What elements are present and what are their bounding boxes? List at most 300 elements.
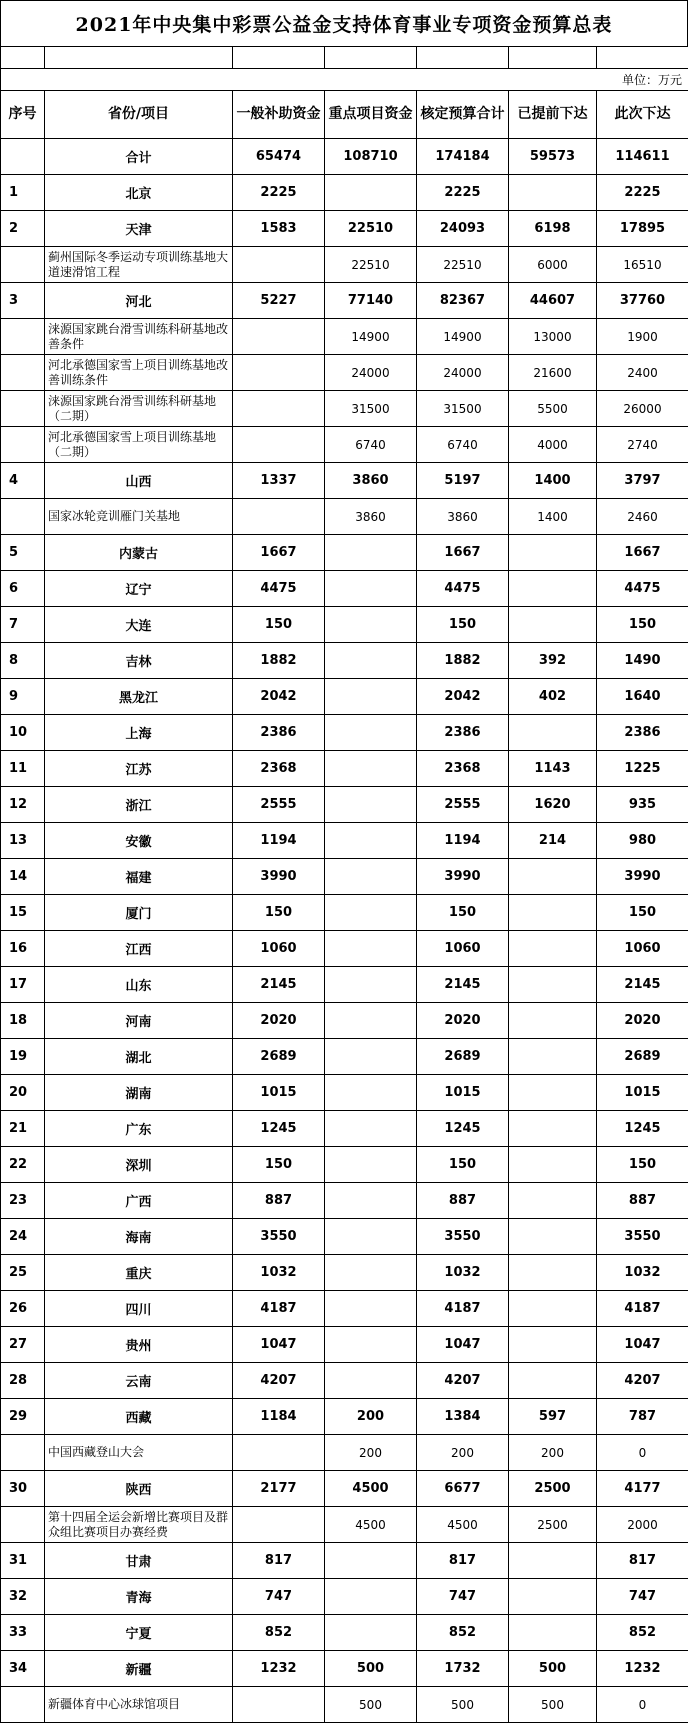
cell-general[interactable]: 1015: [233, 1075, 325, 1111]
cell-key[interactable]: [325, 175, 417, 211]
cell-advance[interactable]: [509, 1075, 597, 1111]
cell-key[interactable]: [325, 535, 417, 571]
cell-advance[interactable]: [509, 1147, 597, 1183]
cell-key[interactable]: [325, 1219, 417, 1255]
cell-approved[interactable]: 6740: [417, 427, 509, 463]
cell-empty[interactable]: [417, 47, 509, 69]
cell-current[interactable]: 935: [597, 787, 688, 823]
cell-key[interactable]: [325, 1183, 417, 1219]
cell-advance[interactable]: [509, 1219, 597, 1255]
header-seq[interactable]: 序号: [1, 91, 45, 139]
cell-seq[interactable]: 7: [1, 607, 45, 643]
cell-key[interactable]: [325, 931, 417, 967]
cell-approved[interactable]: 150: [417, 1147, 509, 1183]
cell-current[interactable]: 2000: [597, 1507, 688, 1543]
cell-advance[interactable]: [509, 1003, 597, 1039]
cell-name[interactable]: 北京: [45, 175, 233, 211]
cell-approved[interactable]: 747: [417, 1579, 509, 1615]
cell-seq[interactable]: 4: [1, 463, 45, 499]
cell-key[interactable]: [325, 1255, 417, 1291]
cell-key[interactable]: [325, 643, 417, 679]
cell-advance[interactable]: [509, 175, 597, 211]
cell-current[interactable]: 787: [597, 1399, 688, 1435]
cell-advance[interactable]: [509, 715, 597, 751]
cell-name[interactable]: 山西: [45, 463, 233, 499]
cell-seq[interactable]: [1, 1687, 45, 1723]
cell-current[interactable]: 0: [597, 1687, 688, 1723]
cell-name[interactable]: 中国西藏登山大会: [45, 1435, 233, 1471]
cell-name[interactable]: 陕西: [45, 1471, 233, 1507]
cell-general[interactable]: 150: [233, 607, 325, 643]
cell-key[interactable]: 24000: [325, 355, 417, 391]
cell-key[interactable]: 500: [325, 1687, 417, 1723]
cell-seq[interactable]: [1, 499, 45, 535]
cell-current[interactable]: 4177: [597, 1471, 688, 1507]
cell-current[interactable]: 150: [597, 1147, 688, 1183]
cell-current[interactable]: 1245: [597, 1111, 688, 1147]
cell-approved[interactable]: 2042: [417, 679, 509, 715]
cell-general[interactable]: 3550: [233, 1219, 325, 1255]
cell-advance[interactable]: [509, 859, 597, 895]
header-name[interactable]: 省份/项目: [45, 91, 233, 139]
cell-seq[interactable]: [1, 139, 45, 175]
cell-current[interactable]: 1667: [597, 535, 688, 571]
cell-approved[interactable]: 1732: [417, 1651, 509, 1687]
cell-key[interactable]: [325, 1111, 417, 1147]
cell-advance[interactable]: 597: [509, 1399, 597, 1435]
cell-name[interactable]: 河南: [45, 1003, 233, 1039]
cell-seq[interactable]: 1: [1, 175, 45, 211]
cell-key[interactable]: [325, 1327, 417, 1363]
header-advance[interactable]: 已提前下达: [509, 91, 597, 139]
cell-name[interactable]: 云南: [45, 1363, 233, 1399]
cell-seq[interactable]: [1, 247, 45, 283]
cell-approved[interactable]: 1882: [417, 643, 509, 679]
cell-seq[interactable]: 20: [1, 1075, 45, 1111]
cell-approved[interactable]: 14900: [417, 319, 509, 355]
cell-empty[interactable]: [509, 47, 597, 69]
cell-key[interactable]: [325, 679, 417, 715]
cell-key[interactable]: [325, 751, 417, 787]
cell-general[interactable]: 1047: [233, 1327, 325, 1363]
cell-current[interactable]: 1032: [597, 1255, 688, 1291]
cell-general[interactable]: 747: [233, 1579, 325, 1615]
cell-advance[interactable]: [509, 1039, 597, 1075]
cell-name[interactable]: 新疆体育中心冰球馆项目: [45, 1687, 233, 1723]
cell-approved[interactable]: 1032: [417, 1255, 509, 1291]
cell-current[interactable]: 3550: [597, 1219, 688, 1255]
cell-approved[interactable]: 4207: [417, 1363, 509, 1399]
cell-current[interactable]: 4475: [597, 571, 688, 607]
cell-approved[interactable]: 1060: [417, 931, 509, 967]
cell-current[interactable]: 852: [597, 1615, 688, 1651]
header-general[interactable]: 一般补助资金: [233, 91, 325, 139]
cell-current[interactable]: 3797: [597, 463, 688, 499]
cell-empty[interactable]: [325, 47, 417, 69]
cell-general[interactable]: 1060: [233, 931, 325, 967]
cell-current[interactable]: 0: [597, 1435, 688, 1471]
cell-approved[interactable]: 1194: [417, 823, 509, 859]
cell-current[interactable]: 747: [597, 1579, 688, 1615]
cell-name[interactable]: 河北: [45, 283, 233, 319]
cell-general[interactable]: 1245: [233, 1111, 325, 1147]
cell-approved[interactable]: 2368: [417, 751, 509, 787]
cell-approved[interactable]: 6677: [417, 1471, 509, 1507]
cell-seq[interactable]: 30: [1, 1471, 45, 1507]
cell-advance[interactable]: [509, 967, 597, 1003]
cell-general[interactable]: 2368: [233, 751, 325, 787]
cell-key[interactable]: 3860: [325, 463, 417, 499]
cell-approved[interactable]: 500: [417, 1687, 509, 1723]
cell-approved[interactable]: 887: [417, 1183, 509, 1219]
cell-name[interactable]: 安徽: [45, 823, 233, 859]
cell-seq[interactable]: 9: [1, 679, 45, 715]
cell-name[interactable]: 甘肃: [45, 1543, 233, 1579]
cell-approved[interactable]: 852: [417, 1615, 509, 1651]
cell-name[interactable]: 贵州: [45, 1327, 233, 1363]
cell-general[interactable]: 817: [233, 1543, 325, 1579]
cell-current[interactable]: 2460: [597, 499, 688, 535]
cell-name[interactable]: 重庆: [45, 1255, 233, 1291]
cell-current[interactable]: 150: [597, 895, 688, 931]
cell-name[interactable]: 江西: [45, 931, 233, 967]
cell-name[interactable]: 新疆: [45, 1651, 233, 1687]
cell-key[interactable]: [325, 859, 417, 895]
cell-name[interactable]: 内蒙古: [45, 535, 233, 571]
cell-general[interactable]: 4207: [233, 1363, 325, 1399]
cell-seq[interactable]: 18: [1, 1003, 45, 1039]
cell-current[interactable]: 1047: [597, 1327, 688, 1363]
cell-current[interactable]: 4187: [597, 1291, 688, 1327]
cell-seq[interactable]: 28: [1, 1363, 45, 1399]
header-current[interactable]: 此次下达: [597, 91, 688, 139]
cell-key[interactable]: 77140: [325, 283, 417, 319]
cell-seq[interactable]: 15: [1, 895, 45, 931]
cell-key[interactable]: 4500: [325, 1507, 417, 1543]
cell-key[interactable]: [325, 1003, 417, 1039]
cell-name[interactable]: 涞源国家跳台滑雪训练科研基地改善条件: [45, 319, 233, 355]
cell-name[interactable]: 第十四届全运会新增比赛项目及群众组比赛项目办赛经费: [45, 1507, 233, 1543]
cell-advance[interactable]: 6000: [509, 247, 597, 283]
cell-seq[interactable]: [1, 1507, 45, 1543]
cell-approved[interactable]: 24093: [417, 211, 509, 247]
cell-current[interactable]: 37760: [597, 283, 688, 319]
cell-advance[interactable]: 2500: [509, 1507, 597, 1543]
cell-approved[interactable]: 150: [417, 607, 509, 643]
cell-seq[interactable]: 27: [1, 1327, 45, 1363]
cell-approved[interactable]: 2555: [417, 787, 509, 823]
cell-advance[interactable]: [509, 1543, 597, 1579]
cell-key[interactable]: [325, 1615, 417, 1651]
cell-approved[interactable]: 200: [417, 1435, 509, 1471]
cell-general[interactable]: [233, 1435, 325, 1471]
cell-key[interactable]: [325, 1579, 417, 1615]
cell-seq[interactable]: 19: [1, 1039, 45, 1075]
cell-approved[interactable]: 4187: [417, 1291, 509, 1327]
cell-current[interactable]: 16510: [597, 247, 688, 283]
cell-current[interactable]: 2020: [597, 1003, 688, 1039]
cell-approved[interactable]: 174184: [417, 139, 509, 175]
cell-current[interactable]: 17895: [597, 211, 688, 247]
cell-key[interactable]: 500: [325, 1651, 417, 1687]
cell-current[interactable]: 887: [597, 1183, 688, 1219]
cell-general[interactable]: 1337: [233, 463, 325, 499]
cell-advance[interactable]: 1400: [509, 499, 597, 535]
cell-approved[interactable]: 1384: [417, 1399, 509, 1435]
cell-name[interactable]: 青海: [45, 1579, 233, 1615]
cell-seq[interactable]: 25: [1, 1255, 45, 1291]
cell-name[interactable]: 河北承德国家雪上项目训练基地改善训练条件: [45, 355, 233, 391]
cell-general[interactable]: 2689: [233, 1039, 325, 1075]
cell-key[interactable]: [325, 607, 417, 643]
cell-key[interactable]: [325, 1291, 417, 1327]
cell-general[interactable]: [233, 1687, 325, 1723]
cell-name[interactable]: 国家冰轮竞训雁门关基地: [45, 499, 233, 535]
cell-general[interactable]: [233, 319, 325, 355]
cell-current[interactable]: 2689: [597, 1039, 688, 1075]
cell-general[interactable]: 2555: [233, 787, 325, 823]
cell-approved[interactable]: 1047: [417, 1327, 509, 1363]
cell-general[interactable]: [233, 1507, 325, 1543]
cell-key[interactable]: [325, 787, 417, 823]
cell-seq[interactable]: 29: [1, 1399, 45, 1435]
cell-current[interactable]: 114611: [597, 139, 688, 175]
cell-key[interactable]: 4500: [325, 1471, 417, 1507]
cell-approved[interactable]: 817: [417, 1543, 509, 1579]
cell-current[interactable]: 1015: [597, 1075, 688, 1111]
cell-current[interactable]: 1060: [597, 931, 688, 967]
cell-advance[interactable]: 1400: [509, 463, 597, 499]
cell-name[interactable]: 吉林: [45, 643, 233, 679]
cell-name[interactable]: 黑龙江: [45, 679, 233, 715]
cell-key[interactable]: 22510: [325, 211, 417, 247]
cell-key[interactable]: 31500: [325, 391, 417, 427]
header-approved[interactable]: 核定预算合计: [417, 91, 509, 139]
cell-advance[interactable]: 21600: [509, 355, 597, 391]
cell-name[interactable]: 海南: [45, 1219, 233, 1255]
cell-advance[interactable]: [509, 895, 597, 931]
cell-general[interactable]: 2225: [233, 175, 325, 211]
cell-general[interactable]: 887: [233, 1183, 325, 1219]
cell-advance[interactable]: [509, 1327, 597, 1363]
cell-general[interactable]: 1882: [233, 643, 325, 679]
cell-general[interactable]: 150: [233, 1147, 325, 1183]
cell-seq[interactable]: 23: [1, 1183, 45, 1219]
cell-advance[interactable]: [509, 571, 597, 607]
cell-seq[interactable]: 24: [1, 1219, 45, 1255]
cell-seq[interactable]: [1, 391, 45, 427]
cell-general[interactable]: 2020: [233, 1003, 325, 1039]
cell-name[interactable]: 上海: [45, 715, 233, 751]
cell-key[interactable]: 200: [325, 1435, 417, 1471]
cell-current[interactable]: 2740: [597, 427, 688, 463]
cell-key[interactable]: 6740: [325, 427, 417, 463]
cell-advance[interactable]: 214: [509, 823, 597, 859]
cell-seq[interactable]: 14: [1, 859, 45, 895]
cell-seq[interactable]: 22: [1, 1147, 45, 1183]
cell-general[interactable]: 1667: [233, 535, 325, 571]
cell-advance[interactable]: 59573: [509, 139, 597, 175]
cell-empty[interactable]: [233, 47, 325, 69]
cell-advance[interactable]: [509, 1363, 597, 1399]
cell-empty[interactable]: [597, 47, 688, 69]
cell-advance[interactable]: [509, 1291, 597, 1327]
cell-key[interactable]: [325, 823, 417, 859]
cell-key[interactable]: 14900: [325, 319, 417, 355]
cell-advance[interactable]: 392: [509, 643, 597, 679]
cell-advance[interactable]: 500: [509, 1687, 597, 1723]
cell-seq[interactable]: [1, 1435, 45, 1471]
cell-approved[interactable]: 3990: [417, 859, 509, 895]
cell-general[interactable]: 852: [233, 1615, 325, 1651]
cell-advance[interactable]: 402: [509, 679, 597, 715]
cell-approved[interactable]: 82367: [417, 283, 509, 319]
cell-approved[interactable]: 2386: [417, 715, 509, 751]
cell-seq[interactable]: 6: [1, 571, 45, 607]
cell-general[interactable]: 5227: [233, 283, 325, 319]
cell-name[interactable]: 厦门: [45, 895, 233, 931]
cell-key[interactable]: [325, 1039, 417, 1075]
cell-approved[interactable]: 2225: [417, 175, 509, 211]
cell-name[interactable]: 涞源国家跳台滑雪训练科研基地（二期）: [45, 391, 233, 427]
cell-current[interactable]: 2225: [597, 175, 688, 211]
cell-name[interactable]: 蓟州国际冬季运动专项训练基地大道速滑馆工程: [45, 247, 233, 283]
cell-current[interactable]: 1232: [597, 1651, 688, 1687]
cell-current[interactable]: 1640: [597, 679, 688, 715]
cell-seq[interactable]: 33: [1, 1615, 45, 1651]
cell-key[interactable]: [325, 715, 417, 751]
cell-key[interactable]: [325, 895, 417, 931]
cell-general[interactable]: [233, 355, 325, 391]
cell-seq[interactable]: [1, 319, 45, 355]
cell-approved[interactable]: 3550: [417, 1219, 509, 1255]
cell-general[interactable]: 2386: [233, 715, 325, 751]
cell-seq[interactable]: 32: [1, 1579, 45, 1615]
cell-current[interactable]: 26000: [597, 391, 688, 427]
cell-general[interactable]: 1583: [233, 211, 325, 247]
cell-key[interactable]: 200: [325, 1399, 417, 1435]
cell-general[interactable]: 1184: [233, 1399, 325, 1435]
cell-name[interactable]: 宁夏: [45, 1615, 233, 1651]
cell-empty[interactable]: [45, 47, 233, 69]
cell-general[interactable]: 2042: [233, 679, 325, 715]
cell-key[interactable]: [325, 571, 417, 607]
cell-current[interactable]: 1225: [597, 751, 688, 787]
cell-approved[interactable]: 1015: [417, 1075, 509, 1111]
cell-general[interactable]: 2177: [233, 1471, 325, 1507]
cell-name[interactable]: 河北承德国家雪上项目训练基地（二期）: [45, 427, 233, 463]
cell-general[interactable]: 3990: [233, 859, 325, 895]
cell-current[interactable]: 2145: [597, 967, 688, 1003]
cell-approved[interactable]: 4500: [417, 1507, 509, 1543]
cell-advance[interactable]: 1143: [509, 751, 597, 787]
header-key[interactable]: 重点项目资金: [325, 91, 417, 139]
cell-advance[interactable]: 6198: [509, 211, 597, 247]
cell-seq[interactable]: 5: [1, 535, 45, 571]
cell-approved[interactable]: 2020: [417, 1003, 509, 1039]
cell-key[interactable]: [325, 967, 417, 1003]
cell-seq[interactable]: 31: [1, 1543, 45, 1579]
cell-advance[interactable]: [509, 1111, 597, 1147]
cell-advance[interactable]: 2500: [509, 1471, 597, 1507]
cell-approved[interactable]: 31500: [417, 391, 509, 427]
cell-seq[interactable]: 26: [1, 1291, 45, 1327]
cell-seq[interactable]: 17: [1, 967, 45, 1003]
cell-general[interactable]: 1032: [233, 1255, 325, 1291]
cell-general[interactable]: [233, 499, 325, 535]
cell-seq[interactable]: [1, 355, 45, 391]
cell-name[interactable]: 广西: [45, 1183, 233, 1219]
cell-name[interactable]: 湖北: [45, 1039, 233, 1075]
cell-general[interactable]: 1194: [233, 823, 325, 859]
cell-name[interactable]: 深圳: [45, 1147, 233, 1183]
cell-name[interactable]: 四川: [45, 1291, 233, 1327]
cell-key[interactable]: 3860: [325, 499, 417, 535]
cell-seq[interactable]: 8: [1, 643, 45, 679]
cell-advance[interactable]: [509, 607, 597, 643]
cell-current[interactable]: 3990: [597, 859, 688, 895]
cell-seq[interactable]: 11: [1, 751, 45, 787]
cell-name[interactable]: 辽宁: [45, 571, 233, 607]
cell-seq[interactable]: 10: [1, 715, 45, 751]
cell-current[interactable]: 150: [597, 607, 688, 643]
cell-name[interactable]: 湖南: [45, 1075, 233, 1111]
cell-general[interactable]: 150: [233, 895, 325, 931]
cell-advance[interactable]: 5500: [509, 391, 597, 427]
cell-general[interactable]: [233, 247, 325, 283]
cell-general[interactable]: 4475: [233, 571, 325, 607]
cell-name[interactable]: 山东: [45, 967, 233, 1003]
cell-current[interactable]: 817: [597, 1543, 688, 1579]
cell-current[interactable]: 2386: [597, 715, 688, 751]
cell-seq[interactable]: 16: [1, 931, 45, 967]
cell-advance[interactable]: 13000: [509, 319, 597, 355]
cell-advance[interactable]: 1620: [509, 787, 597, 823]
cell-current[interactable]: 2400: [597, 355, 688, 391]
cell-empty[interactable]: [1, 47, 45, 69]
cell-key[interactable]: 22510: [325, 247, 417, 283]
cell-general[interactable]: 1232: [233, 1651, 325, 1687]
cell-key[interactable]: [325, 1075, 417, 1111]
cell-seq[interactable]: 12: [1, 787, 45, 823]
cell-approved[interactable]: 1245: [417, 1111, 509, 1147]
cell-approved[interactable]: 150: [417, 895, 509, 931]
cell-seq[interactable]: 3: [1, 283, 45, 319]
cell-current[interactable]: 4207: [597, 1363, 688, 1399]
cell-advance[interactable]: [509, 1615, 597, 1651]
cell-advance[interactable]: [509, 1255, 597, 1291]
cell-current[interactable]: 1900: [597, 319, 688, 355]
cell-advance[interactable]: 44607: [509, 283, 597, 319]
cell-key[interactable]: [325, 1147, 417, 1183]
cell-advance[interactable]: [509, 535, 597, 571]
cell-current[interactable]: 1490: [597, 643, 688, 679]
cell-seq[interactable]: 13: [1, 823, 45, 859]
cell-approved[interactable]: 2689: [417, 1039, 509, 1075]
cell-general[interactable]: 2145: [233, 967, 325, 1003]
cell-advance[interactable]: 4000: [509, 427, 597, 463]
cell-seq[interactable]: 21: [1, 1111, 45, 1147]
cell-name[interactable]: 大连: [45, 607, 233, 643]
cell-approved[interactable]: 5197: [417, 463, 509, 499]
cell-seq[interactable]: [1, 427, 45, 463]
cell-general[interactable]: [233, 391, 325, 427]
cell-name[interactable]: 广东: [45, 1111, 233, 1147]
cell-name[interactable]: 浙江: [45, 787, 233, 823]
cell-advance[interactable]: [509, 1183, 597, 1219]
cell-general[interactable]: 65474: [233, 139, 325, 175]
cell-approved[interactable]: 24000: [417, 355, 509, 391]
